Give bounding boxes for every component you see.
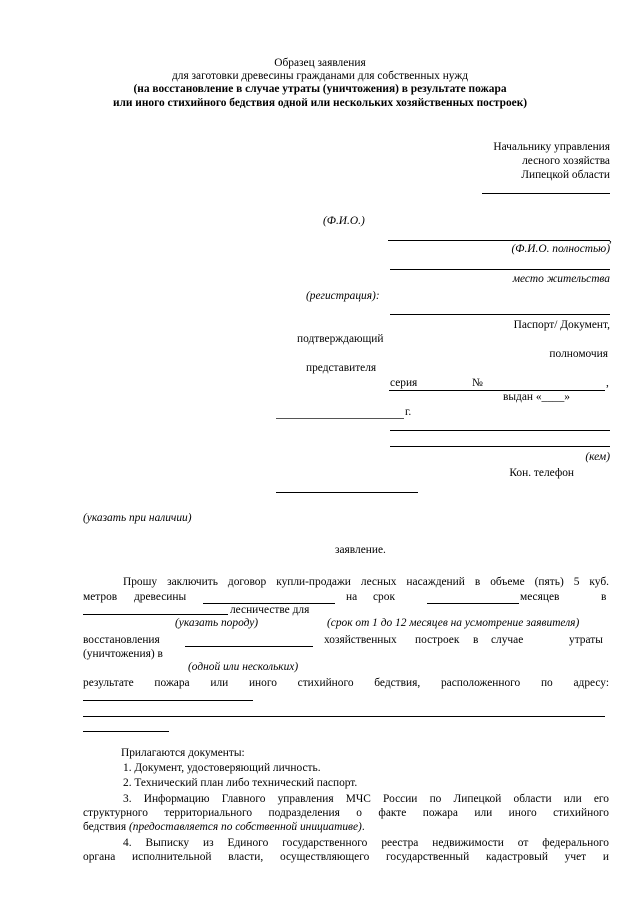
confirming-label: подтверждающий <box>297 333 384 345</box>
issued-by-label: (кем) <box>585 451 610 463</box>
attachment-item-3-line-3 <box>83 821 365 834</box>
attachment-item-3-line-2: структурного территориального подразделения о факте пожара или иного стихийного <box>83 807 609 819</box>
hint-term: (срок от 1 до 12 месяцев на усмотрение заявителя) <box>327 617 580 629</box>
body-l2-in: в <box>601 591 607 603</box>
hint-breed: (указать породу) <box>175 617 259 629</box>
body-line-1: Прошу заключить договор купли-продажи лесных насаждений в объеме (пять) 5 куб. <box>123 576 609 588</box>
attachment-item-3-note: (предоставляется по собственной инициативе) <box>128 821 362 833</box>
forestry-line <box>83 614 228 615</box>
address-line-3 <box>83 731 169 732</box>
addressee-line-1: Начальнику управления <box>493 141 610 153</box>
body-l4-loss: утраты <box>569 634 603 646</box>
year-label: г. <box>405 406 412 418</box>
body-l4-case: случае <box>491 634 524 646</box>
document-subtitle-bold-1: (на восстановление в случае утраты (уничтожения) в результате пожара <box>133 83 507 95</box>
issued-by-line-2 <box>390 446 610 447</box>
addressee-signature-line <box>482 193 610 194</box>
body-l4-restoration: восстановления <box>83 634 160 646</box>
body-l2-months: месяцев <box>520 591 560 603</box>
residence-label: место жительства <box>512 273 610 285</box>
document-title: Образец заявления <box>274 57 366 69</box>
phone-label: Кон. телефон <box>509 467 574 479</box>
attachment-item-3-period: . <box>361 821 365 833</box>
fio-full-label: (Ф.И.О. полностью) <box>511 243 610 255</box>
address-line-1 <box>83 700 253 701</box>
attachment-item-1: 1. Документ, удостоверяющий личность. <box>123 762 321 774</box>
body-l2-wood: древесины <box>134 591 187 603</box>
registration-line <box>390 314 610 315</box>
series-comma: , <box>606 377 609 389</box>
document-subtitle-bold-2: или иного стихийного бедствия одной или нескольких хозяйственных построек) <box>112 97 528 109</box>
body-l3-forestry: лесничестве для <box>230 604 310 616</box>
series-label: серия <box>390 377 418 389</box>
document-subtitle: для заготовки древесины гражданами для собственных нужд <box>171 70 469 82</box>
attachment-item-2: 2. Технический план либо технический паспорт. <box>123 777 358 789</box>
addressee-line-2: лесного хозяйства <box>522 155 610 167</box>
body-l2-term: срок <box>373 591 395 603</box>
phone-line <box>276 492 418 493</box>
body-l2-meters: метров <box>83 591 118 603</box>
series-number-line <box>389 390 605 391</box>
attachment-item-4-line-1: 4. Выписку из Единого государственного реестра недвижимости от федерального <box>123 837 609 849</box>
address-line-2 <box>83 716 605 717</box>
attachment-item-4-line-2: органа исполнительной власти, осуществляющего государственный кадастровый учет и <box>83 851 609 863</box>
registration-label: (регистрация): <box>306 290 380 302</box>
document-type-label: заявление. <box>335 544 386 556</box>
fio-label: (Ф.И.О.) <box>323 215 365 227</box>
body-l2-on: на <box>346 591 358 603</box>
fio-comma: , <box>609 233 612 245</box>
body-l4-in: в <box>473 634 479 646</box>
attachments-heading: Прилагаются документы: <box>121 747 245 759</box>
hint-count: (одной или нескольких) <box>188 661 299 673</box>
attachment-item-3-line-1: 3. Информацию Главного управления МЧС России по Липецкой области или его <box>123 793 609 805</box>
body-l4-household: хозяйственных <box>324 634 397 646</box>
residence-line <box>390 269 610 270</box>
issued-label: выдан «____» <box>503 391 570 403</box>
authority-label: полномочия <box>549 348 608 360</box>
fio-line <box>388 240 610 241</box>
passport-label: Паспорт/ Документ, <box>513 319 610 331</box>
attachment-item-3-text: бедствия <box>83 821 127 833</box>
issued-date-line <box>276 418 404 419</box>
term-line <box>427 603 519 604</box>
body-line-5: (уничтожения) в <box>83 648 163 660</box>
representative-label: представителя <box>306 362 377 374</box>
number-label: № <box>472 377 483 389</box>
issued-by-line-1 <box>390 430 610 431</box>
if-available-label: (указать при наличии) <box>83 512 192 524</box>
addressee-line-3: Липецкой области <box>521 169 610 181</box>
body-l4-buildings: построек <box>415 634 460 646</box>
count-line <box>185 646 313 647</box>
body-line-6: результате пожара или иного стихийного бедствия, расположенного по адресу: <box>83 677 609 689</box>
